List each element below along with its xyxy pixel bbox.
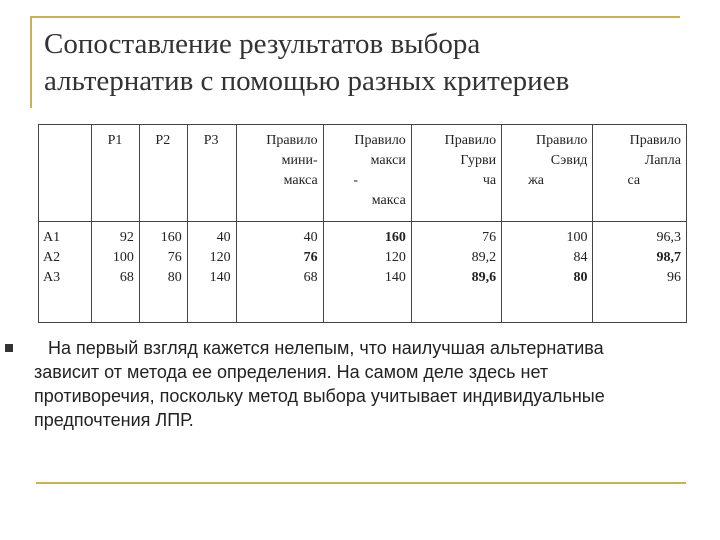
header-cell-p3 — [187, 125, 236, 222]
decorative-bottom-line — [36, 482, 686, 484]
header-laplace-line-2: Лапла — [644, 153, 681, 168]
laplace-a1-value: 96,3 — [656, 230, 681, 245]
header-cell-minimax — [236, 125, 323, 222]
header-maximax-line-4: макса — [371, 193, 406, 208]
alternative-a3: A3 — [43, 270, 61, 285]
maximax-a3-value: 140 — [384, 270, 406, 285]
header-cell-maximax — [323, 125, 411, 222]
minimax-a3-value: 68 — [303, 270, 318, 285]
header-maximax-line-3: - — [353, 173, 359, 188]
minimax-a2-value: 76 — [303, 250, 318, 265]
savage-a1-value: 100 — [566, 230, 588, 245]
bullet-square-icon — [5, 344, 13, 352]
title-line-2: альтернатив с помощью разных критериев — [44, 65, 570, 97]
savage-a3-value: 80 — [573, 270, 588, 285]
minimax-a1-value: 40 — [303, 230, 318, 245]
header-savage-line-2: Сэвид — [550, 153, 588, 168]
decorative-top-line — [30, 16, 680, 18]
alternative-a2: A2 — [43, 250, 61, 265]
header-minimax-line-2: мини- — [281, 153, 318, 168]
header-cell-p1 — [92, 125, 140, 222]
body-paragraph — [34, 336, 654, 432]
maximax-values-cell — [323, 222, 411, 323]
minimax-values-cell — [236, 222, 323, 323]
p3-a1-value: 40 — [216, 230, 231, 245]
slide-title — [44, 26, 684, 100]
header-p3-label: P3 — [203, 133, 219, 148]
header-hurwicz-line-3: ча — [482, 173, 497, 188]
p2-values-cell — [139, 222, 187, 323]
savage-values-cell — [502, 222, 593, 323]
header-maximax-line-2: макси — [370, 153, 406, 168]
p1-a3-value: 68 — [119, 270, 134, 285]
p1-values-cell — [92, 222, 140, 323]
alternative-a1: A1 — [43, 230, 61, 245]
hurwicz-a1-value: 76 — [482, 230, 497, 245]
body-paragraph-text: На первый взгляд кажется нелепым, что наилучшая альтернатива зависит от метода ее определения. На самом деле здесь нет противоречия, поскольку метод выбора учитывает индивидуальные предпочтения ЛПР. — [34, 338, 605, 430]
header-cell-laplace — [593, 125, 687, 222]
laplace-a3-value: 96 — [667, 270, 681, 285]
header-cell-hurwicz — [411, 125, 501, 222]
p2-a2-value: 76 — [167, 250, 182, 265]
header-minimax-line-3: макса — [283, 173, 318, 188]
p3-a3-value: 140 — [209, 270, 231, 285]
maximax-a1-value: 160 — [384, 230, 406, 245]
header-minimax-line-1: Правило — [266, 133, 318, 148]
table-header-row — [39, 125, 687, 222]
hurwicz-a3-value: 89,6 — [471, 270, 497, 285]
title-line-1: Сопоставление результатов выбора — [44, 28, 481, 60]
decorative-left-line — [30, 16, 32, 108]
hurwicz-values-cell — [411, 222, 501, 323]
p1-a1-value: 92 — [119, 230, 134, 245]
hurwicz-a2-value: 89,2 — [471, 250, 497, 265]
comparison-table — [38, 124, 687, 323]
p1-a2-value: 100 — [112, 250, 134, 265]
header-p1-label: P1 — [107, 133, 123, 148]
header-hurwicz-line-1: Правило — [444, 133, 497, 148]
laplace-values-cell — [593, 222, 687, 323]
alternatives-cell — [39, 222, 92, 323]
table-row — [39, 222, 687, 323]
header-savage-line-3: жа — [528, 173, 544, 188]
maximax-a2-value: 120 — [384, 250, 406, 265]
header-p2-label: P2 — [155, 133, 171, 148]
p3-a2-value: 120 — [209, 250, 231, 265]
header-savage-line-1: Правило — [536, 133, 588, 148]
header-laplace-line-3: са — [627, 173, 641, 188]
header-cell-empty — [39, 125, 92, 222]
p3-values-cell — [187, 222, 236, 323]
header-laplace-line-1: Правило — [629, 133, 681, 148]
header-cell-p2 — [139, 125, 187, 222]
laplace-a2-value: 98,7 — [656, 250, 681, 265]
header-hurwicz-line-2: Гурви — [460, 153, 497, 168]
header-maximax-line-1: Правило — [354, 133, 406, 148]
p2-a3-value: 80 — [167, 270, 182, 285]
header-cell-savage — [502, 125, 593, 222]
savage-a2-value: 84 — [573, 250, 588, 265]
p2-a1-value: 160 — [160, 230, 182, 245]
